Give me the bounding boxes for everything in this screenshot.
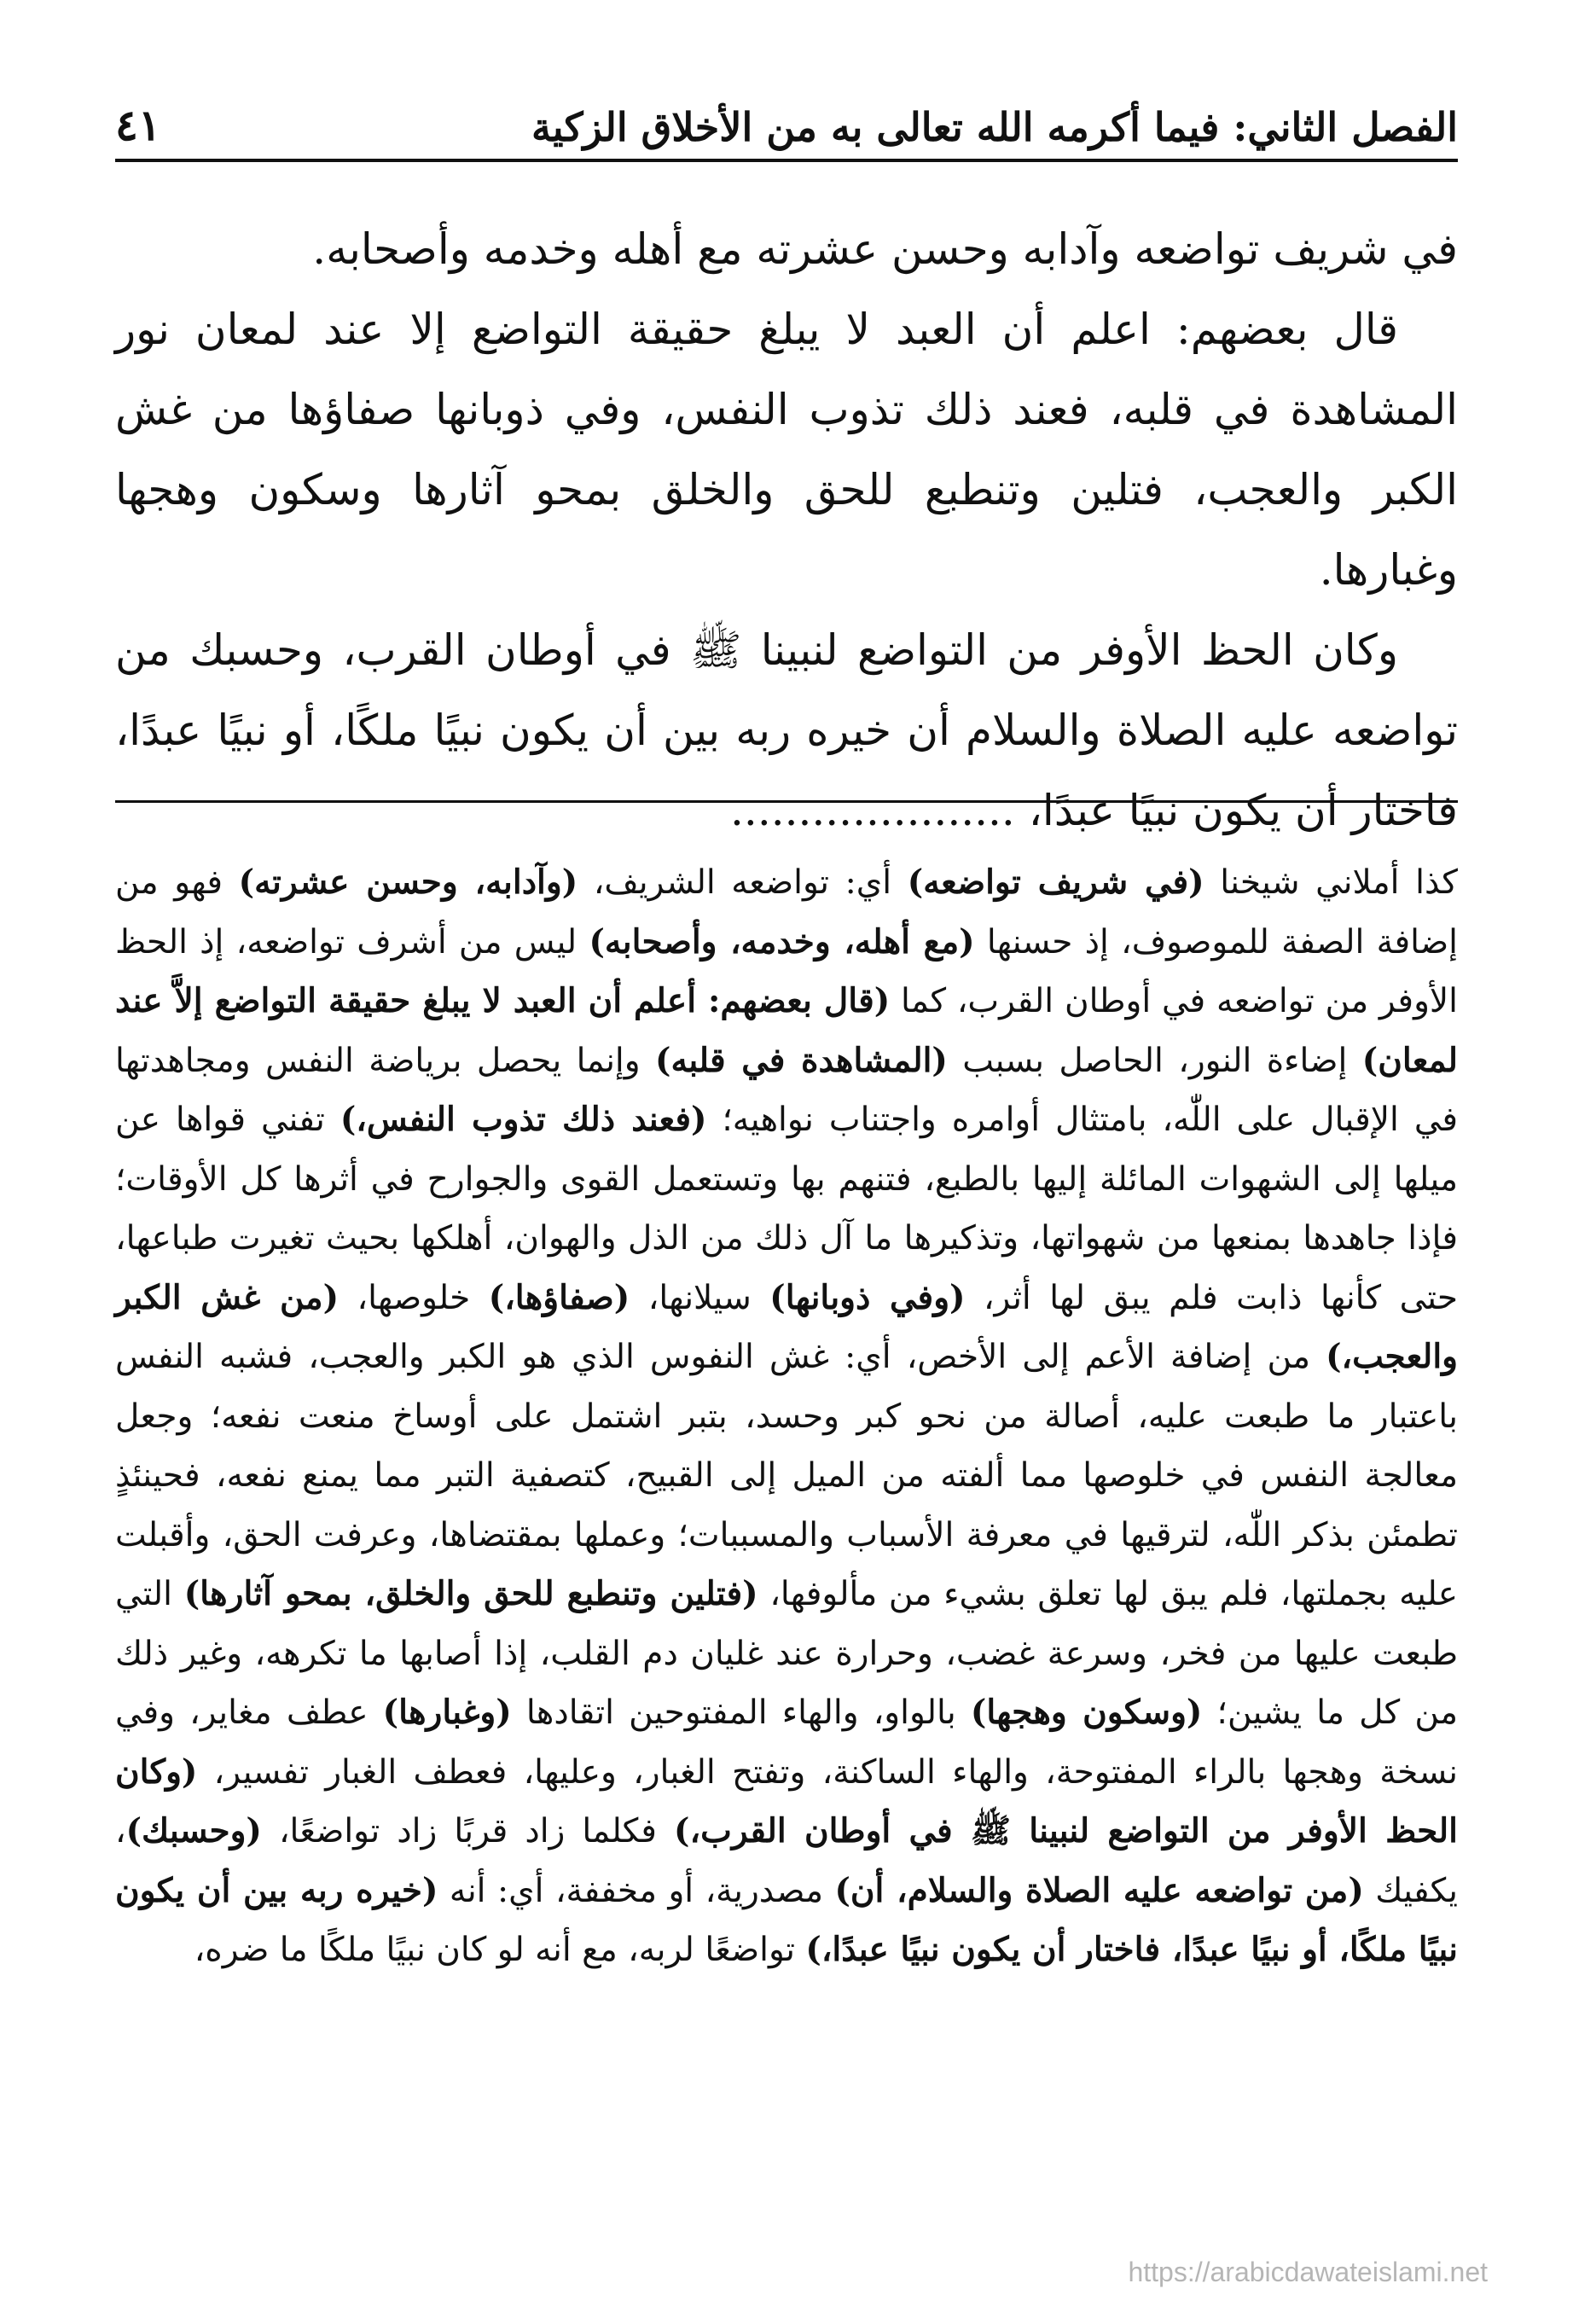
quoted-matn: (فعند ذلك تذوب النفس،) (340, 1100, 707, 1139)
main-paragraph-2: قال بعضهم: اعلم أن العبد لا يبلغ حقيقة التواضع إلا عند لمعان نور المشاهدة في قلبه، فعند ذلك تذوب النفس، وفي ذوبانها صفاؤها من غش الكبر والعجب، فتلين وتنطبع للحق والخلق بمحو آثارها وسكون وهجها وغبارها. (115, 305, 1458, 595)
commentary-text: وإنما يحصل برياضة النفس ومجاهدتها في الإقبال على اللّٰه، بامتثال أوامره واجتناب نواهيه؛ (115, 1041, 1459, 1139)
quoted-matn: (من غش الكبر والعجب،) (115, 1277, 1458, 1376)
quoted-matn: (وآدابه، وحسن عشرته) (238, 863, 578, 902)
commentary-paragraph (115, 853, 1458, 1980)
commentary-text: إضاءة النور، الحاصل بسبب (947, 1041, 1362, 1080)
commentary-text: بالواو، والهاء المفتوحين اتقادها (511, 1694, 971, 1732)
commentary-text: ، يكفيك (115, 1812, 1459, 1910)
main-paragraph-3-text: وكان الحظ الأوفر من التواضع لنبينا ﷺ في أوطان القرب، وحسبك من تواضعه عليه الصلاة والسلام أن خيره ربه بين أن يكون نبيًا ملكًا، أو نبيًا عبدًا، فاختار أن يكون نبيًا عبدًا، (115, 625, 1458, 835)
commentary-text: من إضافة الأعم إلى الأخص، أي: غش النفوس الذي هو الكبر والعجب، فشبه النفس باعتبار ما طبعت عليه، أصالة من نحو كبر وحسد، بتبر اشتمل على أوساخ منعت نفعه؛ وجعل معالجة النفس في خلوصها مما ألفته من الميل إلى القبيح، كتصفية التبر مما يمنع نفعه، فحينئذٍ تطمئن بذكر اللّٰه، لترقيها في معرفة الأسباب والمسببات؛ وعملها بمقتضاها، وعرفت الحق، وأقبلت عليه بجملتها، فلم يبق لها تعلق بشيء من مألوفها، (115, 1338, 1459, 1613)
commentary-text: خلوصها، (339, 1278, 489, 1317)
quoted-matn: (قال بعضهم: أعلم أن العبد لا يبلغ حقيقة التواضع إلاَّ عند لمعان) (115, 981, 1458, 1080)
quoted-matn: (وحسبك) (125, 1811, 262, 1850)
section-divider (115, 800, 1458, 803)
quoted-matn: (وفي ذوبانها) (769, 1277, 966, 1317)
quoted-matn: (وغبارها) (382, 1693, 512, 1732)
quoted-matn: (فتلين وتنطبع للحق والخلق، بمحو آثارها) (183, 1574, 758, 1613)
commentary-text: عطف مغاير، وفي نسخة وهجها بالراء المفتوحة، والهاء الساكنة، وتفتح الغبار، وعليها، فعطف الغبار تفسير، (115, 1694, 1458, 1792)
quoted-matn: (من تواضعه عليه الصلاة والسلام، أن) (834, 1870, 1364, 1910)
commentary-text: تفني قواها عن ميلها إلى الشهوات المائلة إليها بالطبع، فتنهم بها وتستعمل القوى والجوارح في أثرها كل الأوقات؛ فإذا جاهدها بمنعها من شهواتها، وتذكيرها ما آل ذلك من الذل والهوان، أهلكها بحيث تغيرت طباعها، حتى كأنها ذابت فلم يبق لها أثر، (115, 1101, 1458, 1317)
main-paragraph-3 (115, 610, 1458, 851)
quoted-matn: (وكان الحظ الأوفر من التواضع لنبينا ﷺ في أوطان القرب،) (115, 1752, 1458, 1850)
main-text-block (115, 209, 1458, 851)
running-head-title: الفصل الثاني: فيما أكرمه الله تعالى به من الأخلاق الزكية (531, 104, 1458, 150)
commentary-text: التي طبعت عليها من فخر، وسرعة غضب، وحرارة عند غليان دم القلب، إذا أصابها ما تكرهه، وغير ذلك من كل ما يشين؛ (115, 1575, 1458, 1732)
quoted-matn: (صفاؤها،) (488, 1277, 630, 1317)
commentary-text: سيلانها، (630, 1278, 770, 1317)
quoted-matn: (في شريف تواضعه) (907, 863, 1204, 902)
quoted-matn: (وسكون وهجها) (970, 1693, 1203, 1732)
commentary-text: فكلما زاد قربًا زاد تواضعًا، (261, 1812, 675, 1850)
commentary-text: ليس من أشرف تواضعه، إذ الحظ الأوفر من تواضعه في أوطان القرب، كما (115, 922, 1458, 1020)
ellipsis-dots: ..................... (730, 786, 1015, 835)
commentary-text: أي: تواضعه الشريف، (578, 863, 908, 902)
commentary-text: مصدرية، أو مخففة، أي: أنه (438, 1871, 835, 1910)
quoted-matn: (المشاهدة في قلبه) (655, 1040, 948, 1080)
commentary-text: فهو من إضافة الصفة للموصوف، إذ حسنها (115, 863, 1459, 962)
commentary-text: تواضعًا لربه، مع أنه لو كان نبيًا ملكًا ما ضره، (194, 1931, 806, 1969)
page-number: ٤١ (115, 100, 161, 150)
quoted-matn: (خيره ربه بين أن يكون نبيًا ملكًا، أو نبيًا عبدًا، فاختار أن يكون نبيًا عبدًا،) (115, 1870, 1458, 1969)
quoted-matn: (مع أهله، وخدمه، وأصحابه) (589, 921, 975, 962)
commentary-block (115, 853, 1458, 1980)
commentary-text: كذا أملاني شيخنا (1204, 863, 1459, 902)
page-header (115, 77, 1458, 162)
watermark-url: https://arabicdawateislami.net (1128, 2257, 1488, 2287)
main-paragraph-1: في شريف تواضعه وآدابه وحسن عشرته مع أهله وخدمه وأصحابه. (312, 224, 1458, 274)
